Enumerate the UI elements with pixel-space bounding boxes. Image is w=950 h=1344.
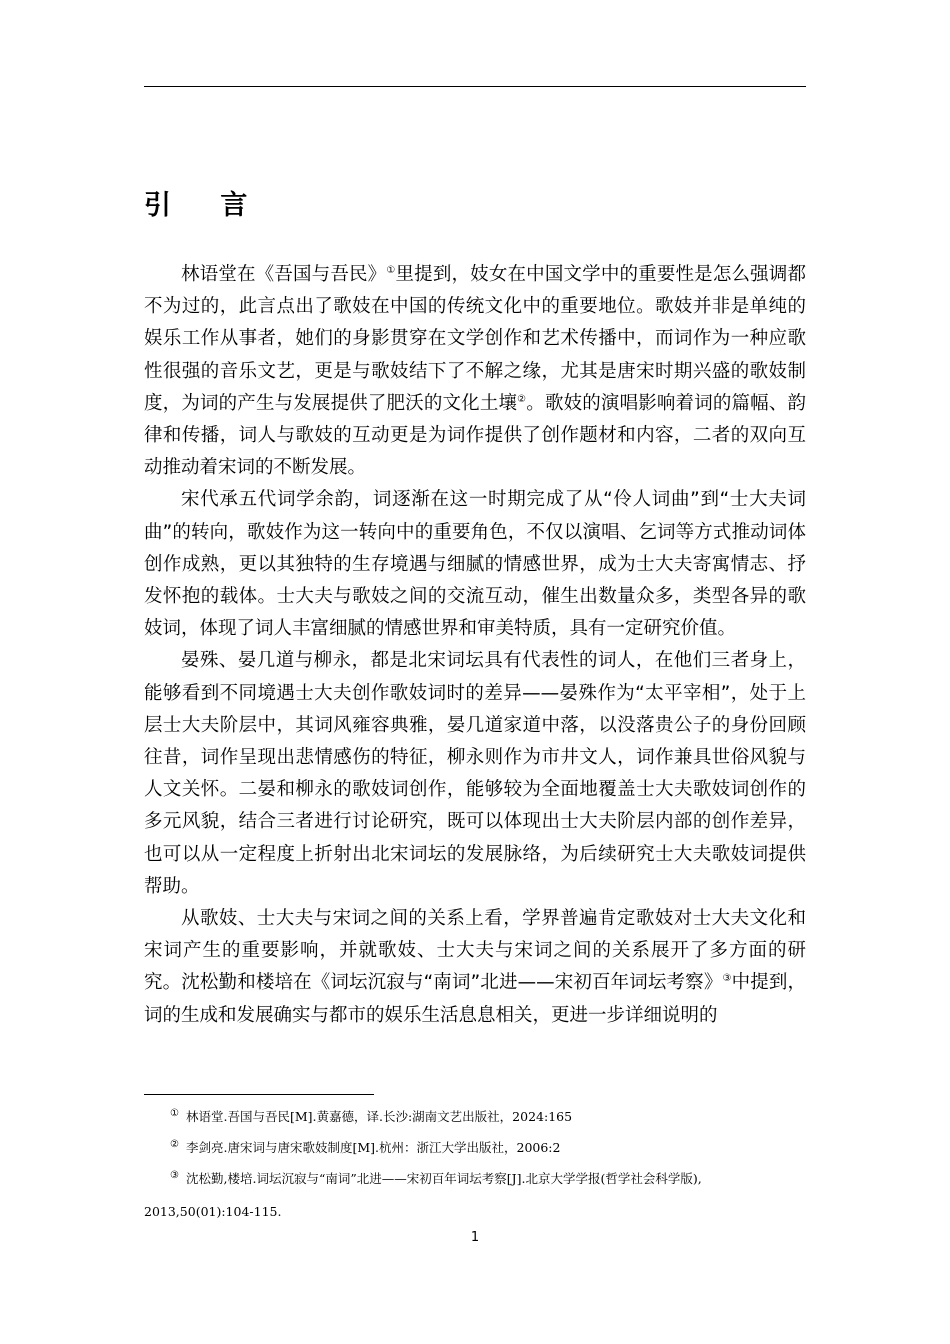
footnote-2: [144, 1139, 806, 1156]
footnotes: [144, 1108, 806, 1234]
paragraph-4-text-a: 从歌妓、士大夫与宋词之间的关系上看，学界普遍肯定歌妓对士大夫文化和宋词产生的重要影响，并就歌妓、士大夫与宋词之间的关系展开了多方面的研究。沈松勤和楼培在《词坛沉寂与“南词”北进——宋初百年词坛考察》: [144, 908, 806, 994]
footnote-2-text: 李剑亮.唐宋词与唐宋歌妓制度[M].杭州：浙江大学出版社，2006:2: [186, 1140, 561, 1155]
paragraph-1: [144, 259, 806, 484]
paragraph-1-text-b: 里提到，妓女在中国文学中的重要性是怎么强调都不为过的，此言点出了歌妓在中国的传统文化中的重要地位。歌妓并非是单纯的娱乐工作从事者，她们的身影贯穿在文学创作和艺术传播中，而词作为一种应歌性很强的音乐文艺，更是与歌妓结下了不解之缘，尤其是唐宋时期兴盛的歌妓制度，为词的产生与发展提供了肥沃的文化土壤: [144, 264, 806, 414]
paragraph-3: 晏殊、晏几道与柳永，都是北宋词坛具有代表性的词人，在他们三者身上，能够看到不同境遇士大夫创作歌妓词时的差异——晏殊作为“太平宰相”，处于上层士大夫阶层中，其词风雍容典雅，晏几道家道中落，以没落贵公子的身份回顾往昔，词作呈现出悲情感伤的特征，柳永则作为市井文人，词作兼具世俗风貌与人文关怀。二晏和柳永的歌妓词创作，能够较为全面地覆盖士大夫歌妓词创作的多元风貌，结合三者进行讨论研究，既可以体现出士大夫阶层内部的创作差异，也可以从一定程度上折射出北宋词坛的发展脉络，为后续研究士大夫歌妓词提供帮助。: [144, 650, 806, 897]
footnote-ref-1: ①: [386, 264, 396, 276]
footnote-2-mark: ②: [170, 1139, 179, 1150]
page-number: 1: [470, 1230, 480, 1245]
footnote-ref-3: ③: [722, 973, 732, 985]
footnote-3-mark: ③: [170, 1170, 179, 1181]
footnote-3-text: 沈松勤,楼培.词坛沉寂与“南词”北进——宋初百年词坛考察[J].北京大学学报(哲学社会科学版),: [186, 1171, 702, 1186]
footnote-ref-2: ②: [517, 393, 527, 405]
section-title: 引 言: [144, 190, 268, 221]
paragraph-1-text-c: 。歌妓的演唱影响着词的篇幅、韵律和传播，词人与歌妓的互动更是为词作提供了创作题材和内容，二者的双向互动推动着宋词的不断发展。: [144, 392, 806, 479]
body-text: [144, 259, 806, 1032]
paragraph-2: 宋代承五代词学余韵，词逐渐在这一时期完成了从“伶人词曲”到“士大夫词曲”的转向，歌妓作为这一转向中的重要角色，不仅以演唱、乞词等方式推动词体创作成熟，更以其独特的生存境遇与细腻的情感世界，成为士大夫寄寓情志、抒发怀抱的载体。士大夫与歌妓之间的交流互动，催生出数量众多，类型各异的歌妓词，体现了词人丰富细腻的情感世界和审美特质，具有一定研究价值。: [144, 489, 806, 640]
header-rule: [144, 86, 806, 87]
footnote-3-continuation: 2013,50(01):104-115.: [144, 1204, 282, 1219]
footnote-separator: [144, 1094, 374, 1095]
footnote-1-text: 林语堂.吾国与吾民[M].黄嘉德，译.长沙:湖南文艺出版社，2024:165: [186, 1109, 573, 1124]
paragraph-1-text-a: 林语堂在《吾国与吾民》: [181, 264, 387, 285]
footnote-1-mark: ①: [170, 1108, 179, 1119]
paragraph-4: [144, 903, 806, 1032]
footnote-1: [144, 1108, 806, 1125]
paragraph-4-text-b: 中提到，词的生成和发展确实与都市的娱乐生活息息相关，更进一步详细说明的: [144, 972, 806, 1026]
footnote-3: [144, 1170, 806, 1220]
